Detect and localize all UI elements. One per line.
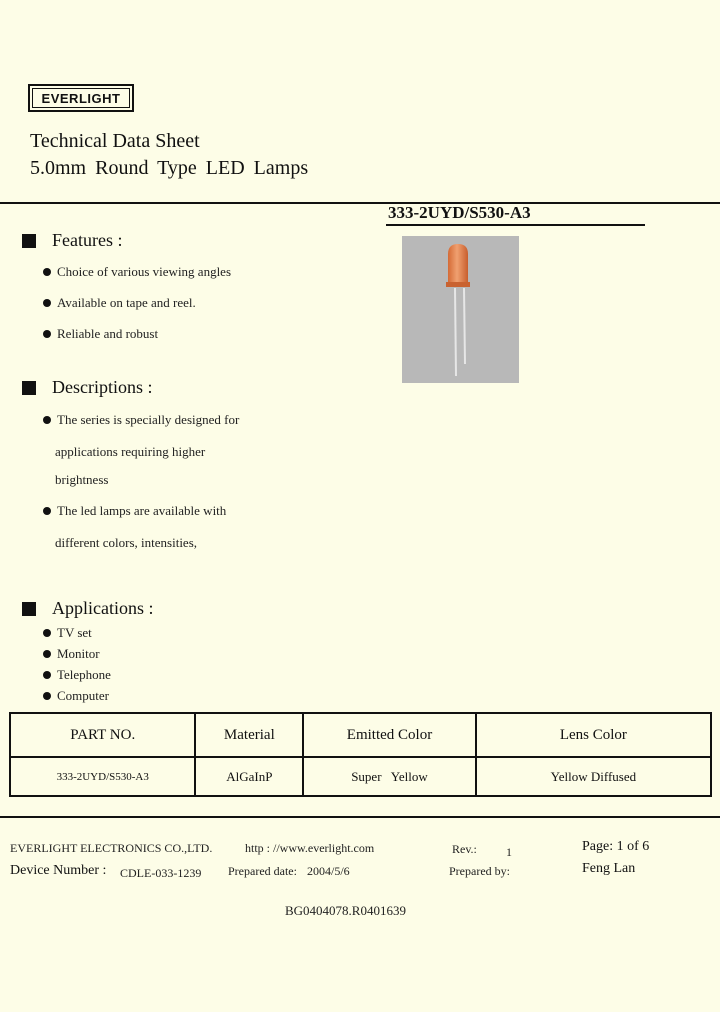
doc-title: Technical Data Sheet — [30, 130, 200, 152]
header-divider — [0, 202, 720, 204]
table-cell: Yellow Diffused — [476, 757, 711, 796]
part-number-underline — [386, 224, 645, 226]
description-item: The series is specially designed for — [43, 412, 239, 428]
bullet-icon — [43, 629, 51, 637]
section-square-icon — [22, 381, 36, 395]
table-cell: Super Yellow — [303, 757, 476, 796]
application-item: Monitor — [43, 646, 100, 662]
bullet-icon — [43, 416, 51, 424]
feature-item: Choice of various viewing angles — [43, 264, 231, 280]
bullet-icon — [43, 671, 51, 679]
table-header-cell: Emitted Color — [303, 713, 476, 757]
table-cell: 333-2UYD/S530-A3 — [10, 757, 195, 796]
section-square-icon — [22, 234, 36, 248]
feature-item: Reliable and robust — [43, 326, 158, 342]
part-number-heading: 333-2UYD/S530-A3 — [388, 203, 531, 222]
footer-divider — [0, 816, 720, 818]
bullet-icon — [43, 330, 51, 338]
footer-prepared-by-value: Feng Lan — [582, 861, 636, 876]
footer-website: http : //www.everlight.com — [245, 841, 375, 855]
footer-rev-value: 1 — [506, 845, 512, 859]
logo-text: EVERLIGHT — [32, 88, 130, 108]
footer-device-label: Device Number : — [10, 863, 107, 878]
table-header-cell: Lens Color — [476, 713, 711, 757]
application-item: Telephone — [43, 667, 111, 683]
features-heading: Features : — [22, 230, 122, 251]
doc-subtitle: 5.0mm Round Type LED Lamps — [30, 157, 309, 179]
section-square-icon — [22, 602, 36, 616]
footer-page: Page: 1 of 6 — [582, 839, 650, 854]
bullet-icon — [43, 650, 51, 658]
document-code: BG0404078.R0401639 — [285, 903, 406, 918]
led-lamp-image — [402, 236, 519, 383]
footer-prepared-date-value: 2004/5/6 — [307, 864, 350, 878]
feature-item: Available on tape and reel. — [43, 295, 196, 311]
description-line: applications requiring higher — [55, 444, 206, 459]
spec-table — [9, 712, 712, 797]
table-cell: AlGaInP — [195, 757, 303, 796]
bullet-icon — [43, 507, 51, 515]
bullet-icon — [43, 692, 51, 700]
footer-prepared-by-label: Prepared by: — [449, 864, 510, 878]
footer-device-value: CDLE-033-1239 — [120, 866, 202, 880]
product-photo — [402, 236, 519, 383]
table-header-row — [10, 713, 711, 757]
description-line: different colors, intensities, — [55, 535, 198, 550]
bullet-icon — [43, 299, 51, 307]
footer-company: EVERLIGHT ELECTRONICS CO.,LTD. — [10, 841, 213, 855]
table-header-cell: Material — [195, 713, 303, 757]
application-item: TV set — [43, 625, 92, 641]
descriptions-heading: Descriptions : — [22, 377, 153, 398]
table-header-cell: PART NO. — [10, 713, 195, 757]
application-item: Computer — [43, 688, 109, 704]
applications-heading: Applications : — [22, 598, 154, 619]
bullet-icon — [43, 268, 51, 276]
company-logo — [28, 84, 134, 112]
footer-prepared-date-label: Prepared date: — [228, 864, 297, 878]
description-item: The led lamps are available with — [43, 503, 226, 519]
table-row — [10, 757, 711, 796]
footer-rev-label: Rev.: — [452, 842, 477, 856]
description-line: brightness — [55, 472, 109, 487]
